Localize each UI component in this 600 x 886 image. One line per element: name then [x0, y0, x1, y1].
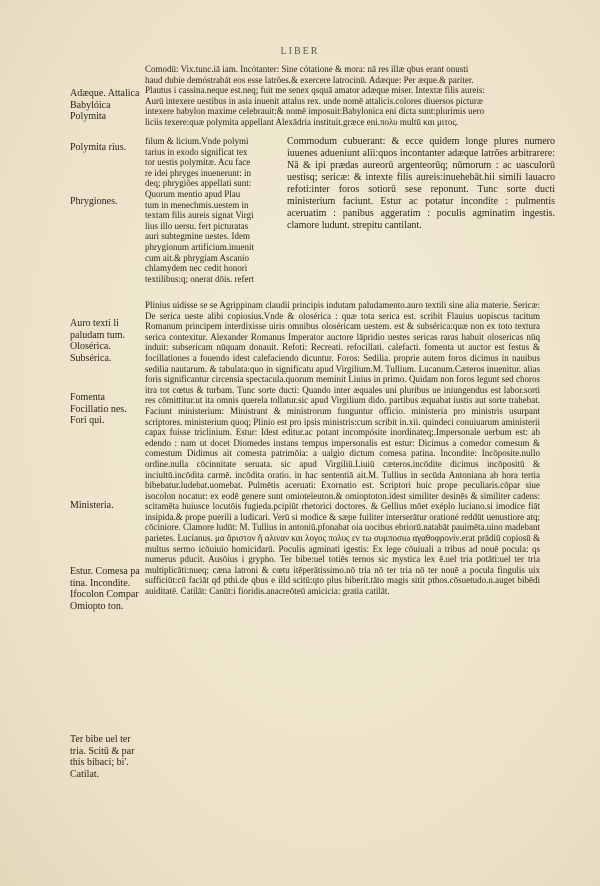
margin-note: Ministeria.	[70, 500, 114, 511]
text-line: textam filis aureis signat Virgi	[145, 210, 254, 221]
text-line: auri subtegmine uestes. Idem	[145, 231, 250, 242]
text-line: tor uestis polymitæ. Acu face	[145, 157, 251, 168]
margin-note: Ter bibe uel ter tria. Scitū & par this bibaci; bi'. Catilat.	[70, 734, 135, 780]
text-line: tum in menechmis.uestem in	[145, 199, 249, 210]
margin-note: Adæque. Attalica Babylóica Polymita	[70, 88, 140, 122]
text-line: intexere babylon maxime celebrauit:& nomē imposuit:Babylonica eni dicta sunt:plurimis uero	[145, 106, 485, 117]
text-line: deq; phrygiões appellati sunt:	[145, 178, 252, 189]
text-line: Comodū: Vix.tunc.iā iam. Incótanter: Sine cótatione & mora: nā res illæ qbus erant onusti	[145, 64, 469, 74]
narrow-gloss	[145, 136, 285, 284]
text-line: re idei phryges inuenerunt: in	[145, 167, 251, 178]
text-line: Quorum mentio apud Plau	[145, 188, 241, 199]
margin-note: Auro texti li paludam tum. Olosérica. Subsérica.	[70, 318, 125, 364]
margin-note: Phrygiones.	[70, 196, 118, 207]
opening-gloss	[145, 64, 540, 128]
text-line: haud dubie demóstrabát eos esse latrões.& exercere latrocinū. Adæque: Per æque.& pariter.	[145, 74, 474, 85]
text-line: chlamydem nec cedit honori	[145, 263, 248, 274]
text-line: cum ait.& phrygiam Ascanio	[145, 252, 249, 263]
text-line: Plautus i cassina.neque est.neq; fuit me senex qsquā amator adæque miser. Intextæ filis aureis:	[145, 85, 485, 96]
commentary-body: Plinius uidisse se se Agrippinam claudii principis indutam paludamento.auro textili sine alia materie. Sericæ: De serica ueste alibi copiosius.Vnde & olosérica : quæ tota serica est. scribit Flauius uopiscus tacitum Romanum principem interdixisse uiris omnibus oloséricam uestem. est & subsérica:quæ non ex toto textura serica contexitur. Alexander Romanus Imperator auctore lāpridio uestes sericas raras habuit olosericas nūq induit: subsericam nūquam donauit. Refoti: Recreati. refocillati. calefacti. fomenta ut auctor est festus & focillationes a fouendo idest calefaciendo dicuntur. Foros: Sedilia. proprie autem foros dicimus in nauibus sedilia nautarum. & tabulata:quo in significatu apud Virgilium.M. Tullium. Lucanum.Cæteros inuenitur. alias foris significantur circensia spectacula.quorum meminit Liuius in primo. Quidam non foros legunt sed choros itra tot cœtus & turbam. Tunc sorte ducti: Quando inter æquales uni pluribus ue iniungendus est labor.sorti res cōmittitur.ut ita omnis querela tollatur.sic apud Virgilium dido. partibus æquabat iustis aut sorte trahebat. Faciunt ministerium: Ministrant & ministrorum funguntur officio. ministeria pro ministris usurpant scriptores. ministerium quoq; Plinio est pro ipsis ministris:cum scribit in.xii. quindeci conuiuarum aministerii capax fuisse triclinium. Estur: Idest editur.ac potant incompósite inordinateq;.Impersonale uerbum est: ab edendo : nam ut docet Diomedes instans tempus impersonalis est estur: Dicimus a comedor comesum & comestum Didimus ait comesta patrimōia: a ualgio dictum comesa patina. Incondite: Incōposite.nullo ordine.nulla cōcinnitate seruata. sic apud Virgiliū.Liuiū cæteros.incōdite dicimus incōpositū & inciultū.incōdita carmē. incōdita oratio. in hac sententiā ait.M. Tullius in secūda Antoniana ab hora tertia bibebatur.ludebat.uomebat. Pulmētis aceruati: Exornatio est. Scriptori huic prope peculiaris.cōpar siue isocolon nocatur: ex eodē genere sunt omioteleuton.& omioptoton.idest similiter desinēs & similiter cadens: scitamēta huiusce locutōis fugieda.pcipiūt rhetorici doctores. & Gellius mōet exéplo luciano.si imodice fiāt insipida.& prope puerili a ludicari. Verū si modice & sæpe fuiliter interserātur orationé reddūt uenustiore atq; cōciniore. Clamore ludūt: M. Tullius in antoniū.pfonabat oia uocibus ebriorū.natabāt pauimēta.uino madebant parietes. Lucianus. μα ἄριστον ἥ αλιναν και λογος πολυς εν τω συμποσιω αγαθοφρονίν.erat prādiū copiosū & multus sermo icōuiuio homicidarū. Poculis agminati igestis: Ex lege cōuiuali a tribus ad nouē pocula: qs numerus pducit. Ausōius i grypho. Ter bibe:uel totiēs ternos sic mystica lex ē.uel tria potāti:uel ter tria multiplicāti:nueq; cæna latroni & cœtu itēperātissimo.nō tria nō ter tria nō ter nouē a pocula fingulis uix sufficiūt:cū faciāt qd pthi.de qbus e illd scitū:qto plus biberit.tāto magis sitit pthos.cōsuetudo.n.auget bibēdi auiditatē. Catilāt: Canūt:i fioridis.anacreōteū amicicia: gratia catilāt.	[145, 300, 540, 597]
text-line: lius illo uersu. fert picturatas	[145, 220, 249, 231]
text-line: textilibus:q; onerat dōis. refert	[145, 273, 254, 284]
text-line: phrygionum artificium.inuenit	[145, 241, 254, 252]
main-text-passage: Commodum cubuerant: & ecce quidem longe plures numero iuuenes adueniunt alii:quos incontanter adæque latrões arbitrarere: Nā & ipi prædas aureorū argenteorūq; nūmorum : ac uasculorū uestisq; sericæ: & intexte filis aureis:inuehebāt.hii simili lauacro refoti:inter foros sotiorū sese reponunt. Tunc sorte ducti ministerium faciunt. Estur ac potatur incondite : pulmentis aceruatim : panibus aggeratim : poculis agminatim ingestis. clamore ludunt. strepitu cantilant.	[287, 136, 555, 231]
running-head: LIBER	[280, 46, 320, 57]
text-line: tarius in exodo significat tex	[145, 146, 248, 157]
text-line: Aurū intexere uestibus in asia inuenit attalus rex. unde nomē attalicis.colores diuersos picturæ	[145, 95, 483, 106]
text-line: liciis texere:quæ polymita appellant Alexādria instituit.græce eni.πολυ multū και μιτος.	[145, 116, 459, 127]
margin-note: Polymita rius.	[70, 142, 127, 153]
margin-note: Fomenta Focillatio nes. Fori qui.	[70, 392, 127, 426]
text-line: filum & licium.Vnde polymi	[145, 136, 249, 146]
margin-note: Estur. Comesa pa tina. Incondite. Ifocolon Compar Omiopto ton.	[70, 566, 140, 612]
